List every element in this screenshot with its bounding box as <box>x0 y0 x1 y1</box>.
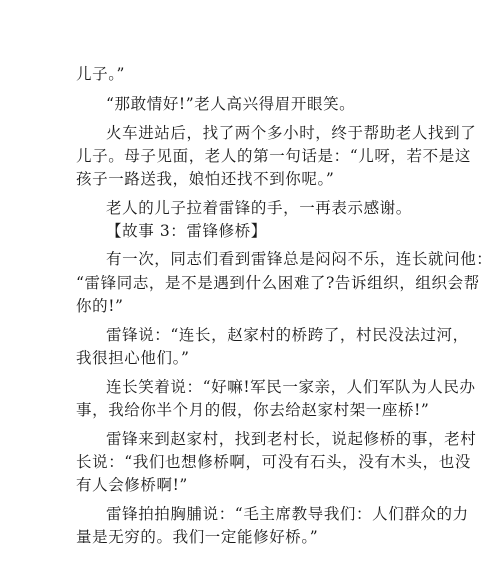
section-heading: 【故事 3：雷锋修桥】 <box>106 222 267 240</box>
text-line: 我很担心他们。” <box>76 349 190 367</box>
text-line: 你的!” <box>76 297 124 315</box>
text-line: 有人会修桥啊!” <box>76 476 188 494</box>
text-line: 雷锋说：“连长，赵家村的桥跨了，村民没法过河， <box>106 326 469 344</box>
text-line: 有一次，同志们看到雷锋总是闷闷不乐，连长就问他： <box>106 250 493 268</box>
text-line: “雷锋同志，是不是遇到什么困难了?告诉组织，组织会帮 <box>76 274 480 292</box>
text-line: 雷锋拍拍胸脯说：“毛主席教导我们：人们群众的力 <box>106 505 469 523</box>
text-line: 连长笑着说：“好嘛!军民一家亲，人们军队为人民办 <box>106 378 476 396</box>
text-line: 火车进站后，找了两个多小时，终于帮助老人找到了 <box>106 124 477 142</box>
text-line: “那敢情好!”老人高兴得眉开眼笑。 <box>106 95 356 113</box>
text-line: 孩子一路送我，娘怕还找不到你呢。” <box>76 170 335 188</box>
text-line: 事，我给你半个月的假，你去给赵家村架一座桥!” <box>76 401 430 419</box>
text-line: 量是无穷的。我们一定能修好桥。” <box>76 528 319 546</box>
text-line: 儿子。” <box>76 65 126 83</box>
text-line: 雷锋来到赵家村，找到老村长，说起修桥的事，老村 <box>106 430 477 448</box>
text-line: 老人的儿子拉着雷锋的手，一再表示感谢。 <box>106 199 412 217</box>
text-line: 儿子。母子见面，老人的第一句话是：“儿呀，若不是这 <box>76 147 471 165</box>
text-line: 长说：“我们也想修桥啊，可没有石头，没有木头，也没 <box>76 453 471 471</box>
